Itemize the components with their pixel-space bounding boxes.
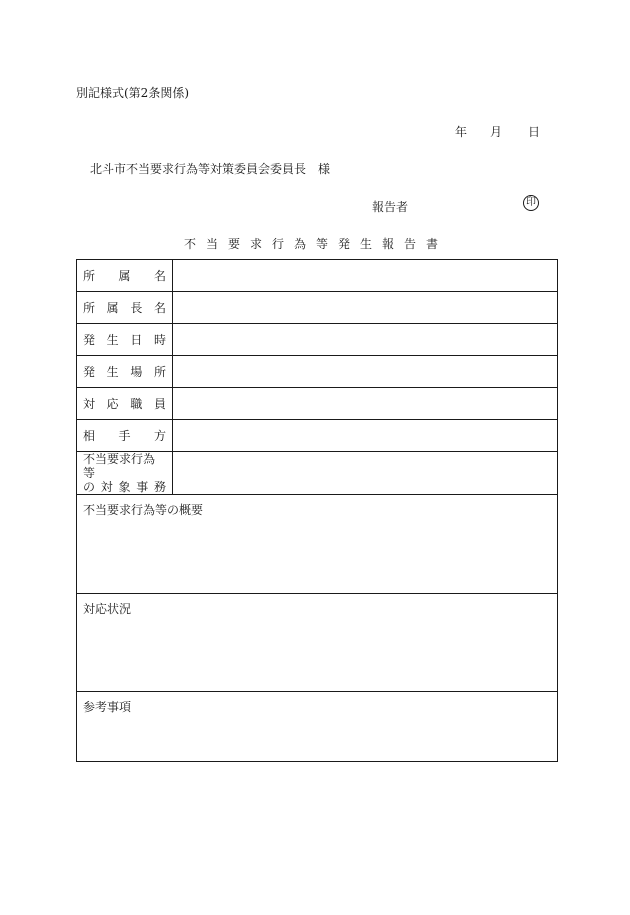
table-row — [77, 324, 558, 356]
department-field[interactable] — [173, 260, 558, 292]
label-char: 職 — [130, 397, 143, 411]
label-char: 生 — [106, 333, 119, 347]
row-label-responding-staff — [77, 388, 173, 420]
label-char: 員 — [153, 397, 166, 411]
row-label-occurrence-place — [77, 356, 173, 388]
department-head-field[interactable] — [173, 292, 558, 324]
label-char: 時 — [153, 333, 166, 347]
status-section[interactable] — [77, 594, 558, 692]
table-row — [77, 356, 558, 388]
status-label: 対応状況 — [83, 602, 132, 616]
label-char: 応 — [106, 397, 119, 411]
notes-label: 参考事項 — [83, 700, 132, 714]
summary-section[interactable] — [77, 495, 558, 594]
date-month-label: 月 — [490, 125, 503, 139]
table-row — [77, 420, 558, 452]
label-char: 長 — [130, 301, 143, 315]
label-char: 名 — [153, 269, 166, 283]
table-row — [77, 594, 558, 692]
date-day-label: 日 — [528, 125, 541, 139]
label-char: 生 — [106, 365, 119, 379]
row-label-counterpart — [77, 420, 173, 452]
table-row — [77, 388, 558, 420]
reporter-label: 報告者 — [372, 200, 409, 214]
table-row — [77, 495, 558, 594]
occurrence-datetime-field[interactable] — [173, 324, 558, 356]
label-char: 象 — [118, 480, 131, 494]
label-char: 相 — [83, 429, 96, 443]
table-row — [77, 452, 558, 495]
label-char: 発 — [83, 333, 96, 347]
table-row — [77, 292, 558, 324]
label-char: 事 — [136, 480, 149, 494]
addressee: 北斗市不当要求行為等対策委員会委員長 様 — [90, 162, 331, 176]
label-char: 所 — [83, 269, 96, 283]
table-row — [77, 692, 558, 762]
label-line-1: 不当要求行為等 — [83, 452, 156, 480]
label-char: 対 — [83, 397, 96, 411]
label-char: の — [83, 480, 96, 494]
label-char: 属 — [118, 269, 131, 283]
summary-label: 不当要求行為等の概要 — [83, 503, 204, 517]
date-year-label: 年 — [455, 125, 468, 139]
label-char: 場 — [130, 365, 143, 379]
label-char: 対 — [100, 480, 113, 494]
responding-staff-field[interactable] — [173, 388, 558, 420]
row-label-department — [77, 260, 173, 292]
row-label-occurrence-datetime — [77, 324, 173, 356]
label-char: 属 — [106, 301, 119, 315]
occurrence-place-field[interactable] — [173, 356, 558, 388]
report-form-table — [76, 259, 558, 762]
target-affairs-field[interactable] — [173, 452, 558, 495]
document-title: 不当要求行為等発生報告書 — [183, 237, 448, 251]
row-label-department-head — [77, 292, 173, 324]
label-char: 所 — [83, 301, 96, 315]
label-char: 手 — [118, 429, 131, 443]
label-char: 所 — [153, 365, 166, 379]
form-style-label: 別記様式(第2条関係) — [76, 86, 189, 100]
seal-mark-icon: 印 — [523, 195, 539, 211]
counterpart-field[interactable] — [173, 420, 558, 452]
label-char: 方 — [153, 429, 166, 443]
row-label-target-affairs — [77, 452, 173, 495]
table-row — [77, 260, 558, 292]
label-char: 務 — [153, 480, 166, 494]
label-char: 発 — [83, 365, 96, 379]
label-char: 日 — [130, 333, 143, 347]
label-char: 名 — [153, 301, 166, 315]
notes-section[interactable] — [77, 692, 558, 762]
